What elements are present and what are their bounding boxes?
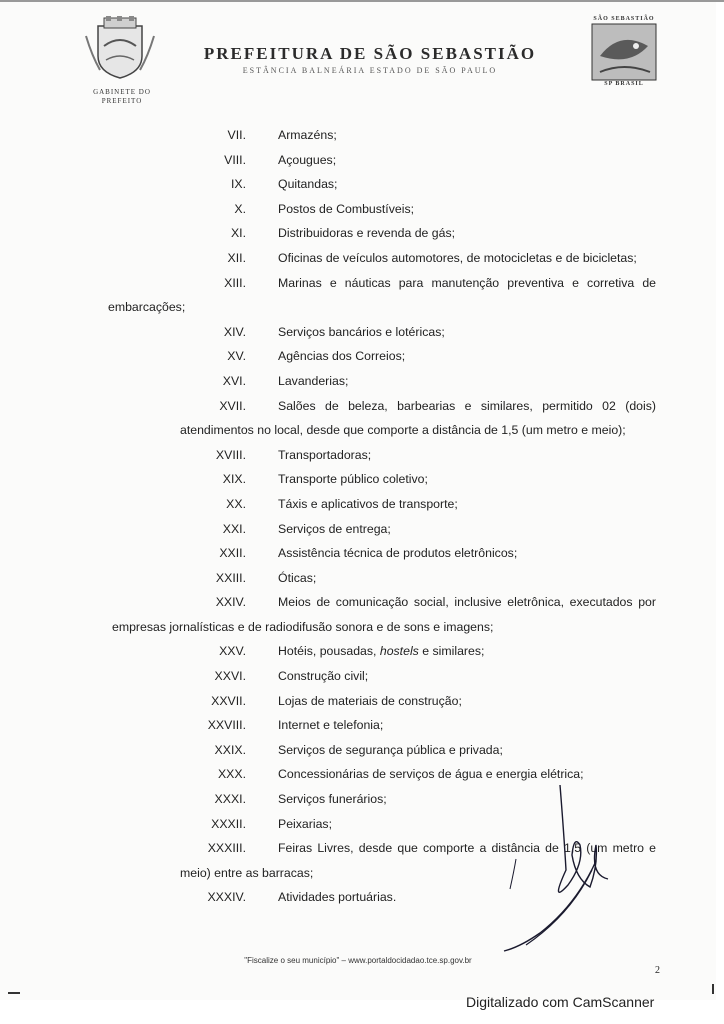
- item-text: Lojas de materiais de construção;: [278, 693, 462, 708]
- item-numeral: XXIV.: [215, 595, 246, 610]
- item-numeral: XIV.: [223, 324, 246, 339]
- page-number: 2: [655, 965, 660, 976]
- item-numeral: XXV.: [219, 644, 246, 659]
- list-item: [0, 469, 716, 494]
- scan-corner-mark: [712, 984, 714, 994]
- item-numeral: XV.: [227, 349, 246, 364]
- list-item: [0, 371, 716, 396]
- scan-corner-mark: [8, 992, 20, 994]
- item-text: Peixarias;: [278, 816, 332, 831]
- list-item: [0, 691, 716, 716]
- seal-caption: GABINETE DO PREFEITO: [93, 88, 151, 105]
- item-numeral: XXII.: [219, 546, 246, 561]
- list-item: [0, 322, 716, 347]
- scan-edge: [0, 0, 724, 2]
- item-continuation: embarcações;: [108, 300, 186, 315]
- list-item: [0, 199, 716, 224]
- list-item: [0, 174, 716, 199]
- coat-of-arms-icon: [84, 16, 156, 80]
- item-text: Hotéis, pousadas, hostels e similares;: [278, 644, 485, 659]
- logo-top-text: SÃO SEBASTIÃO: [593, 16, 655, 22]
- list-item: [0, 150, 716, 175]
- item-text: Meios de comunicação social, inclusive eletrônica, executados por: [278, 595, 656, 610]
- list-item: [0, 445, 716, 470]
- signature-icon: [480, 775, 640, 955]
- item-numeral: VII.: [227, 128, 246, 142]
- item-numeral: XI.: [230, 226, 246, 241]
- item-numeral: XIX.: [222, 472, 246, 487]
- page-subtitle: ESTÂNCIA BALNEÁRIA ESTADO DE SÃO PAULO: [242, 66, 498, 75]
- item-numeral: XXVII.: [211, 693, 246, 708]
- item-numeral: XXVI.: [214, 669, 246, 684]
- item-numeral: X.: [234, 201, 246, 216]
- item-text: Lavanderias;: [278, 373, 349, 388]
- item-text: Distribuidoras e revenda de gás;: [278, 226, 456, 241]
- city-logo-icon: [590, 16, 658, 88]
- item-text: Serviços bancários e lotéricas;: [278, 324, 445, 339]
- item-text: Serviços de entrega;: [278, 521, 391, 536]
- list-item-continuation: [0, 420, 716, 445]
- list-item: [0, 543, 716, 568]
- item-numeral: XVII.: [219, 398, 246, 413]
- item-text: Feiras Livres, desde que comporte a distância de 1,5 (um metro e: [278, 841, 656, 856]
- logo-bottom-text: SP BRASIL: [604, 81, 644, 87]
- item-text: Açougues;: [278, 152, 337, 167]
- item-text: Internet e telefonia;: [278, 718, 384, 733]
- list-item: [0, 592, 716, 617]
- item-numeral: XX.: [226, 496, 246, 511]
- item-numeral: XXIX.: [214, 742, 246, 757]
- list-item: [0, 494, 716, 519]
- item-numeral: XIII.: [224, 275, 246, 290]
- list-item-continuation: [0, 297, 716, 322]
- item-text: Armazéns;: [278, 128, 337, 142]
- item-numeral: XXXIII.: [207, 841, 246, 856]
- item-text: Transporte público coletivo;: [278, 472, 428, 487]
- item-numeral: IX.: [230, 177, 246, 192]
- item-text: Postos de Combustíveis;: [278, 201, 415, 216]
- item-text: Transportadoras;: [278, 447, 372, 462]
- item-continuation: meio) entre as barracas;: [180, 865, 314, 880]
- item-numeral: XXVIII.: [207, 718, 246, 733]
- scanner-watermark: Digitalizado com CamScanner: [466, 994, 655, 1010]
- item-text: Concessionárias de serviços de água e energia elétrica;: [278, 767, 584, 782]
- list-item-continuation: [0, 617, 716, 642]
- item-text: Óticas;: [278, 570, 317, 585]
- list-item: [0, 223, 716, 248]
- list-item: [0, 666, 716, 691]
- item-text: Assistência técnica de produtos eletrônicos;: [278, 546, 518, 561]
- list-item: [0, 273, 716, 298]
- list-item: [0, 519, 716, 544]
- list-item: [0, 641, 716, 666]
- list-item: [0, 346, 716, 371]
- item-numeral: XXXII.: [211, 816, 246, 831]
- item-text: Oficinas de veículos automotores, de motocicletas e de bicicletas;: [278, 250, 637, 265]
- item-text: Serviços funerários;: [278, 792, 387, 807]
- list-item: [0, 125, 716, 150]
- list-item: [0, 715, 716, 740]
- item-continuation: atendimentos no local, desde que comporte a distância de 1,5 (um metro e meio);: [180, 423, 626, 438]
- item-numeral: XXI.: [222, 521, 246, 536]
- item-numeral: VIII.: [224, 152, 246, 167]
- item-continuation: empresas jornalísticas e de radiodifusão sonora e de sons e imagens;: [112, 619, 494, 634]
- item-text: Construção civil;: [278, 669, 369, 684]
- item-numeral: XXXI.: [214, 792, 246, 807]
- item-numeral: XII.: [227, 250, 246, 265]
- item-text: Quitandas;: [278, 177, 338, 192]
- list-item: [0, 396, 716, 421]
- item-text: Atividades portuárias.: [278, 890, 397, 905]
- item-numeral: XVIII.: [215, 447, 246, 462]
- list-item: [0, 740, 716, 765]
- page-title: PREFEITURA DE SÃO SEBASTIÃO: [203, 44, 537, 63]
- item-text: Serviços de segurança pública e privada;: [278, 742, 503, 757]
- item-text: Táxis e aplicativos de transporte;: [278, 496, 458, 511]
- item-numeral: XVI.: [222, 373, 246, 388]
- list-item: [0, 248, 716, 273]
- item-numeral: XXXIV.: [207, 890, 246, 905]
- item-numeral: XXIII.: [215, 570, 246, 585]
- item-text: Agências dos Correios;: [278, 349, 406, 364]
- item-numeral: XXX.: [217, 767, 246, 782]
- item-text: Marinas e náuticas para manutenção preventiva e corretiva de: [278, 275, 656, 290]
- item-text: Salões de beleza, barbearias e similares, permitido 02 (dois): [278, 398, 656, 413]
- list-item: [0, 568, 716, 593]
- footer-note: "Fiscalize o seu município" – www.portaldocidadao.tce.sp.gov.br: [244, 956, 472, 965]
